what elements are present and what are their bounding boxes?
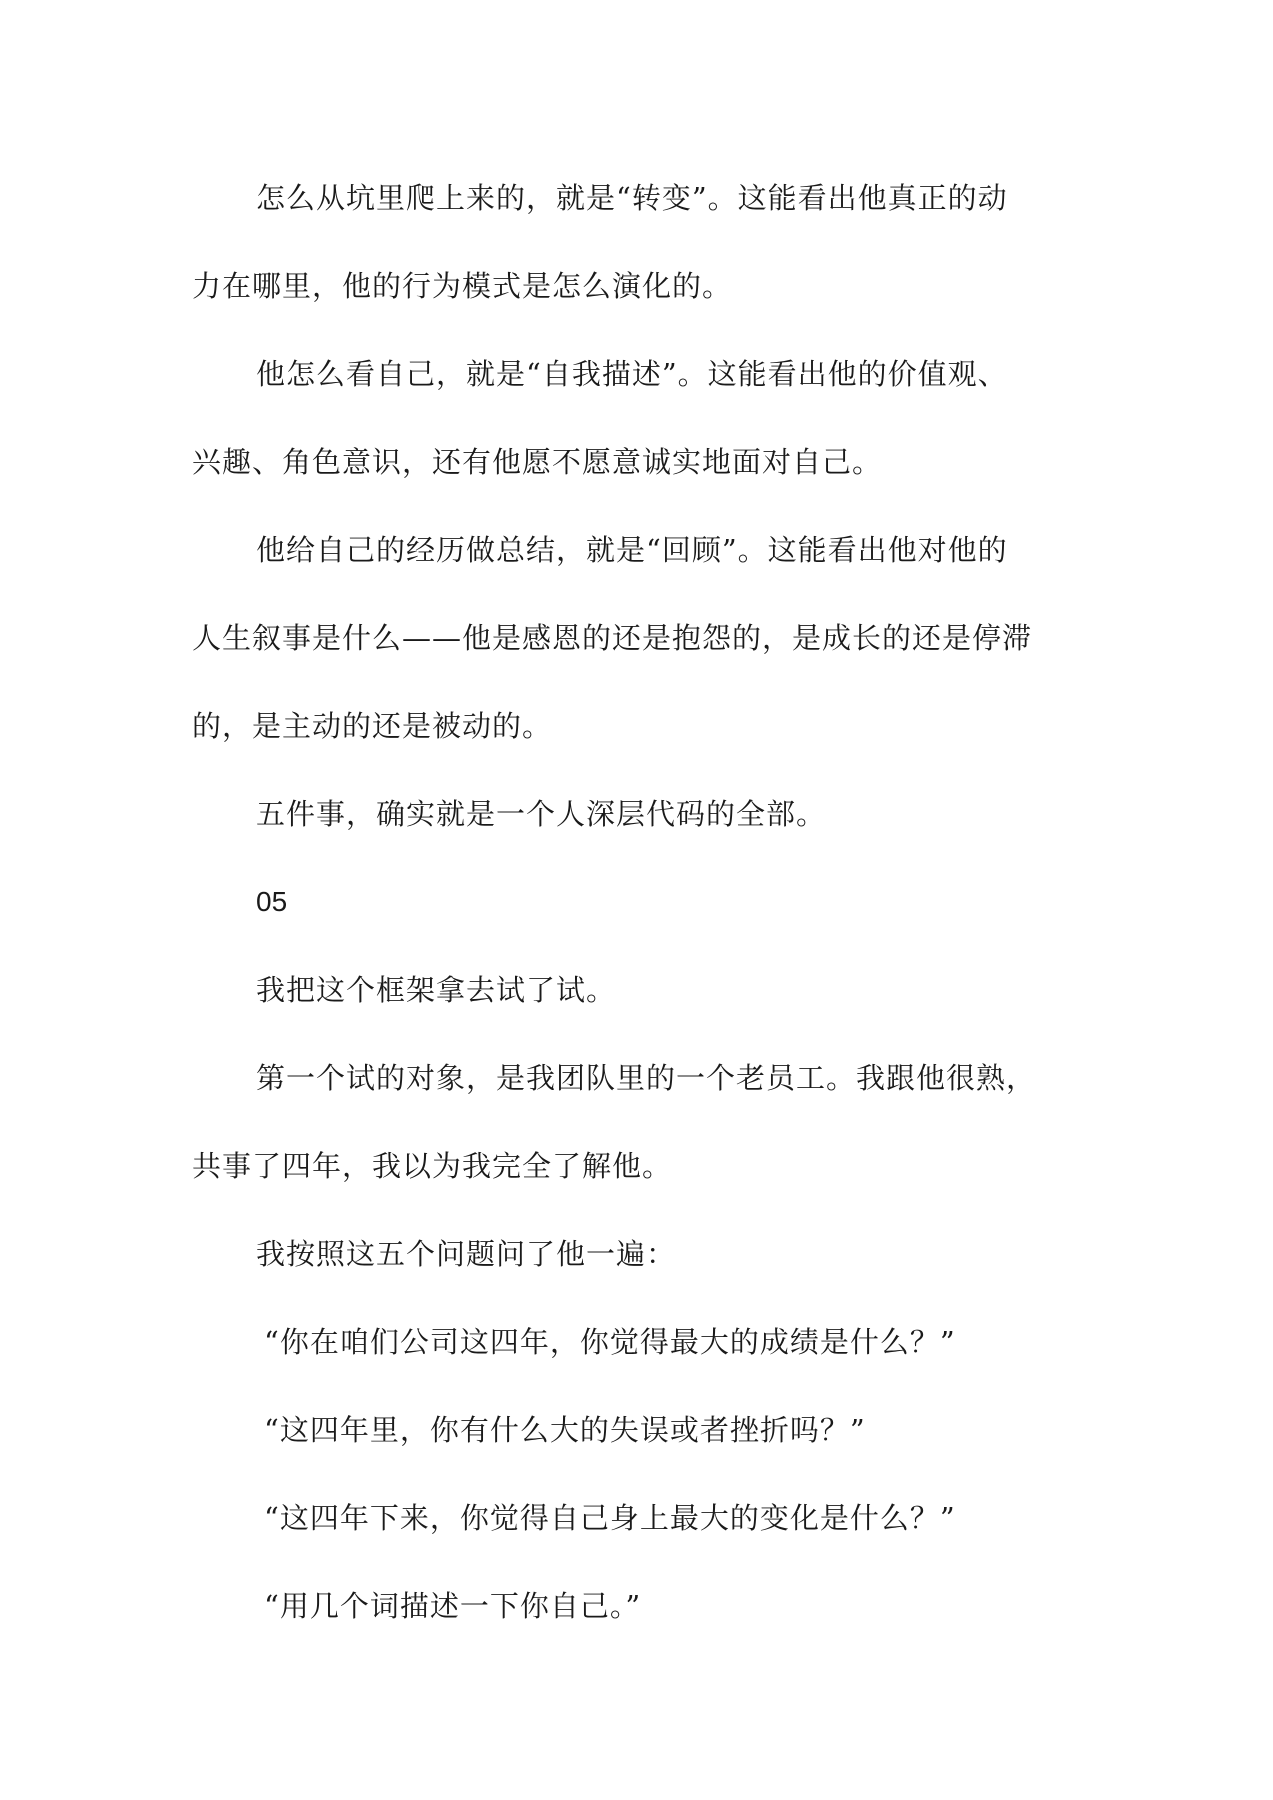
paragraph-review	[192, 506, 1092, 770]
question-item: “这四年里，你有什么大的失误或者挫折吗？”	[264, 1413, 866, 1447]
paragraph-summary	[192, 770, 1092, 858]
text-line: 共事了四年，我以为我完全了解他。	[192, 1149, 673, 1183]
text-line: 我按照这五个问题问了他一遍：	[256, 1237, 677, 1271]
text-line: 他给自己的经历做总结，就是“回顾”。这能看出他对他的	[256, 533, 1008, 567]
section-number: 05	[256, 886, 288, 917]
text-line: 怎么从坑里爬上来的，就是“转变”。这能看出他真正的动	[256, 181, 1008, 215]
text-line: 力在哪里，他的行为模式是怎么演化的。	[192, 269, 733, 303]
question-item: “你在咱们公司这四年，你觉得最大的成绩是什么？”	[264, 1325, 956, 1359]
paragraph-try-framework	[192, 946, 1092, 1034]
text-line: 他怎么看自己，就是“自我描述”。这能看出他的价值观、	[256, 357, 1008, 391]
question-item: “用几个词描述一下你自己。”	[264, 1589, 642, 1623]
text-line: 人生叙事是什么——他是感恩的还是抱怨的，是成长的还是停滞	[192, 621, 1033, 655]
paragraph-first-subject	[192, 1034, 1092, 1210]
text-line: 我把这个框架拿去试了试。	[256, 973, 617, 1007]
paragraph-self-description	[192, 330, 1092, 506]
text-line: 的，是主动的还是被动的。	[192, 709, 553, 743]
question-list	[192, 1298, 1092, 1650]
paragraph-transformation	[192, 154, 1092, 330]
paragraph-asked-questions	[192, 1210, 1092, 1298]
text-line: 兴趣、角色意识，还有他愿不愿意诚实地面对自己。	[192, 445, 883, 479]
text-line: 五件事，确实就是一个人深层代码的全部。	[256, 797, 827, 831]
question-item: “这四年下来，你觉得自己身上最大的变化是什么？”	[264, 1501, 956, 1535]
text-line: 第一个试的对象，是我团队里的一个老员工。我跟他很熟，	[256, 1061, 1037, 1095]
